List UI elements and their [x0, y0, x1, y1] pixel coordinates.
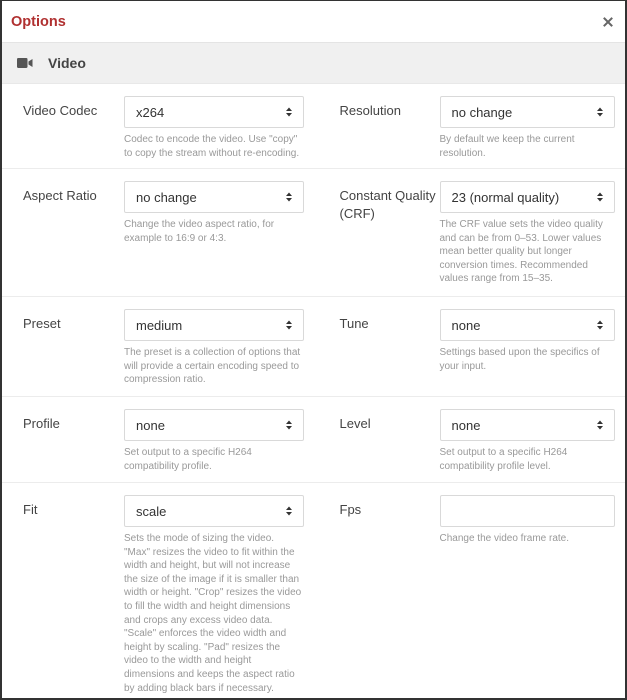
field-label: Fps	[339, 502, 362, 517]
field-label: Preset	[23, 316, 61, 331]
field-label: Aspect Ratio	[23, 188, 97, 203]
help-text: Codec to encode the video. Use "copy" to copy the stream without re-encoding.	[124, 134, 300, 159]
video-camera-icon	[17, 57, 33, 69]
option-fps	[314, 483, 626, 700]
select-value: no change	[451, 104, 513, 120]
select-value: none	[451, 417, 481, 433]
select-value: none	[136, 417, 165, 433]
option-tune	[314, 297, 626, 396]
preset-select[interactable]	[124, 309, 304, 341]
sort-arrows-icon	[285, 505, 293, 517]
option-fit	[2, 483, 314, 700]
section-header-video	[2, 43, 625, 84]
select-value: 23 (normal quality)	[451, 189, 560, 205]
help-text: By default we keep the current resolution.	[439, 134, 575, 159]
form-row	[2, 297, 625, 397]
help-text: Change the video aspect ratio, for example to 16:9 or 4:3.	[124, 219, 275, 244]
tune-select[interactable]	[440, 309, 616, 341]
sort-arrows-icon	[596, 319, 604, 331]
help-text: The CRF value sets the video quality and can be from 0–53. Lower values mean better quality but longer conversion times. Recommended values range from 15–35.	[439, 219, 603, 285]
video-codec-select[interactable]	[124, 96, 304, 128]
select-value: scale	[136, 503, 167, 519]
option-aspect-ratio	[2, 169, 314, 296]
level-select[interactable]	[440, 409, 616, 441]
section-title: Video	[48, 55, 86, 71]
help-text: Settings based upon the specifics of your input.	[439, 347, 600, 372]
select-value: medium	[136, 317, 183, 333]
form-row	[2, 169, 625, 297]
help-text: Set output to a specific H264 compatibility profile level.	[439, 447, 568, 472]
sort-arrows-icon	[596, 419, 604, 431]
form-row	[2, 483, 625, 700]
crf-select[interactable]	[440, 181, 616, 213]
field-label: Video Codec	[23, 103, 98, 118]
select-value: none	[451, 317, 481, 333]
field-label: Constant Quality (CRF)	[339, 188, 436, 221]
profile-select[interactable]	[124, 409, 304, 441]
option-constant-quality	[314, 169, 626, 296]
help-text: Change the video frame rate.	[439, 533, 570, 544]
option-profile	[2, 397, 314, 482]
sort-arrows-icon	[285, 319, 293, 331]
sort-arrows-icon	[596, 106, 604, 118]
resolution-select[interactable]	[440, 96, 616, 128]
field-label: Profile	[23, 416, 60, 431]
help-text: Sets the mode of sizing the video. "Max" resizes the video to fit within the width and height, but will not increase the size of the image if it is smaller than width or height. "Crop" resizes the video to fill the width and height dimensions and crops any excess video data. "Scale" enforces the video width and height by scaling. "Pad" resizes the video to the width and height dimensions and keeps the aspect ratio by adding black bars if necessary.	[124, 533, 302, 694]
options-form	[2, 84, 625, 700]
field-label: Resolution	[339, 103, 401, 118]
fps-input[interactable]	[440, 495, 616, 527]
option-preset	[2, 297, 314, 396]
help-text: Set output to a specific H264 compatibility profile.	[124, 447, 252, 472]
field-label: Fit	[23, 502, 38, 517]
sort-arrows-icon	[285, 191, 293, 203]
select-value: x264	[136, 104, 165, 120]
field-label: Level	[339, 416, 371, 431]
aspect-ratio-select[interactable]	[124, 181, 304, 213]
option-level	[314, 397, 626, 482]
help-text: The preset is a collection of options that will provide a certain encoding speed to compression ratio.	[124, 347, 301, 386]
select-value: no change	[136, 189, 197, 205]
form-row	[2, 397, 625, 483]
fit-select[interactable]	[124, 495, 304, 527]
option-resolution	[314, 84, 626, 168]
option-video-codec	[2, 84, 314, 168]
dialog-title: Options	[11, 13, 66, 30]
close-button[interactable]	[599, 13, 617, 31]
sort-arrows-icon	[285, 419, 293, 431]
dialog-header	[2, 1, 625, 43]
field-label: Tune	[339, 316, 369, 331]
sort-arrows-icon	[285, 106, 293, 118]
form-row	[2, 84, 625, 169]
close-icon	[603, 17, 613, 27]
sort-arrows-icon	[596, 191, 604, 203]
